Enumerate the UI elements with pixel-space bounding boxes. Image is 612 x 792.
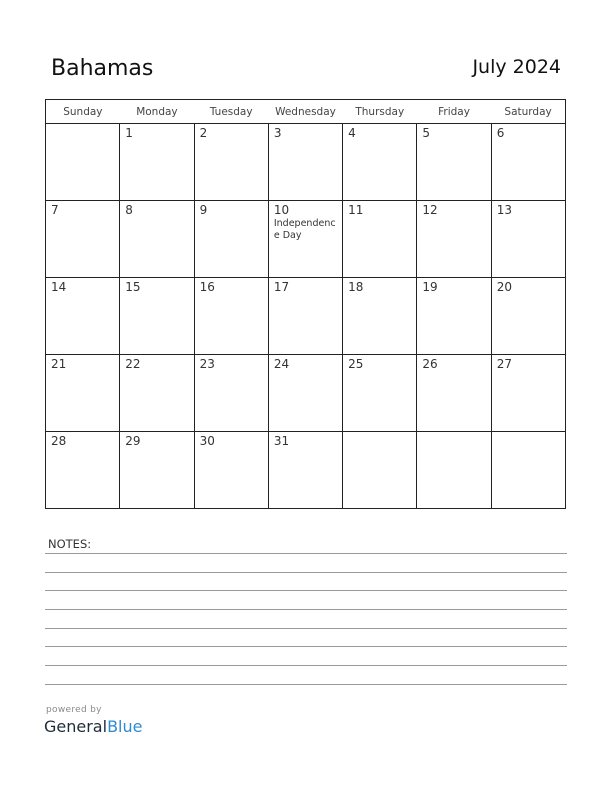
day-cell [268, 355, 342, 432]
day-cell [343, 355, 417, 432]
day-cell [343, 432, 417, 509]
day-number: 20 [496, 280, 512, 294]
day-cell [194, 278, 268, 355]
logo-blue-text: Blue [107, 717, 143, 736]
weekday-header: Wednesday [268, 100, 342, 124]
day-cell [120, 124, 194, 201]
day-number: 17 [273, 280, 290, 294]
day-cell [268, 432, 342, 509]
notes-label: NOTES: [48, 537, 92, 551]
day-cell [268, 201, 342, 278]
week-row [46, 124, 566, 201]
day-number: 23 [199, 357, 215, 371]
generalblue-logo[interactable] [44, 717, 142, 736]
week-row [46, 432, 566, 509]
day-number: 18 [348, 280, 364, 294]
day-cell [46, 432, 120, 509]
day-cell [491, 124, 565, 201]
day-number: 9 [199, 203, 208, 217]
day-number: 27 [496, 357, 512, 371]
day-number: 1 [125, 126, 133, 140]
day-cell [194, 201, 268, 278]
day-cell [120, 432, 194, 509]
day-number: 7 [51, 203, 59, 217]
weekday-header: Saturday [491, 100, 565, 124]
day-cell [46, 355, 120, 432]
day-number: 26 [422, 357, 438, 371]
day-cell [491, 278, 565, 355]
day-cell [194, 355, 268, 432]
day-number: 14 [51, 280, 67, 294]
day-number: 11 [348, 203, 364, 217]
notes-line [45, 665, 567, 666]
day-cell [46, 124, 120, 201]
day-number: 19 [422, 280, 438, 294]
day-number: 31 [273, 434, 290, 448]
day-cell [46, 201, 120, 278]
day-cell [120, 278, 194, 355]
day-cell [268, 278, 342, 355]
day-cell [194, 124, 268, 201]
powered-by-text: powered by [46, 705, 102, 715]
day-cell [120, 355, 194, 432]
day-number: 5 [422, 126, 431, 140]
day-number: 4 [348, 126, 356, 140]
day-number: 2 [199, 126, 208, 140]
day-number: 8 [125, 203, 133, 217]
day-cell [343, 201, 417, 278]
day-cell [343, 278, 417, 355]
day-cell [491, 355, 565, 432]
day-cell [417, 432, 491, 509]
weekday-header: Monday [120, 100, 194, 124]
day-number: 21 [51, 357, 67, 371]
day-number: 24 [273, 357, 290, 371]
day-number: 28 [51, 434, 67, 448]
country-title: Bahamas [51, 56, 154, 81]
day-cell [417, 201, 491, 278]
day-cell [46, 278, 120, 355]
day-number: 30 [199, 434, 215, 448]
day-cell [491, 201, 565, 278]
week-row [46, 355, 566, 432]
day-cell [120, 201, 194, 278]
calendar-grid [45, 99, 566, 509]
week-row [46, 201, 566, 278]
day-cell [194, 432, 268, 509]
day-cell [417, 355, 491, 432]
notes-line [45, 553, 567, 554]
day-number: 13 [496, 203, 512, 217]
day-number: 25 [348, 357, 364, 371]
logo-general-text: General [44, 717, 108, 736]
day-cell [417, 278, 491, 355]
notes-line [45, 572, 567, 573]
day-number: 16 [199, 280, 215, 294]
notes-line [45, 628, 567, 629]
notes-line [45, 590, 567, 591]
weekday-header: Tuesday [194, 100, 268, 124]
day-number: 15 [125, 280, 141, 294]
day-number: 6 [496, 126, 505, 140]
day-number: 22 [125, 357, 141, 371]
day-cell [491, 432, 565, 509]
day-cell [343, 124, 417, 201]
week-row [46, 278, 566, 355]
day-number: 12 [422, 203, 438, 217]
day-number: 3 [273, 126, 282, 140]
month-year-title: July 2024 [472, 56, 561, 78]
notes-line [45, 609, 567, 610]
weekday-header: Thursday [343, 100, 417, 124]
day-cell [417, 124, 491, 201]
day-number: 29 [125, 434, 141, 448]
weekday-header: Sunday [46, 100, 120, 124]
holiday-label: Independence Day [273, 218, 336, 241]
weekday-header: Friday [417, 100, 491, 124]
weekday-header-row [46, 100, 566, 124]
day-cell [268, 124, 342, 201]
day-number: 10 [273, 203, 290, 217]
notes-line [45, 646, 567, 647]
notes-line [45, 684, 567, 685]
